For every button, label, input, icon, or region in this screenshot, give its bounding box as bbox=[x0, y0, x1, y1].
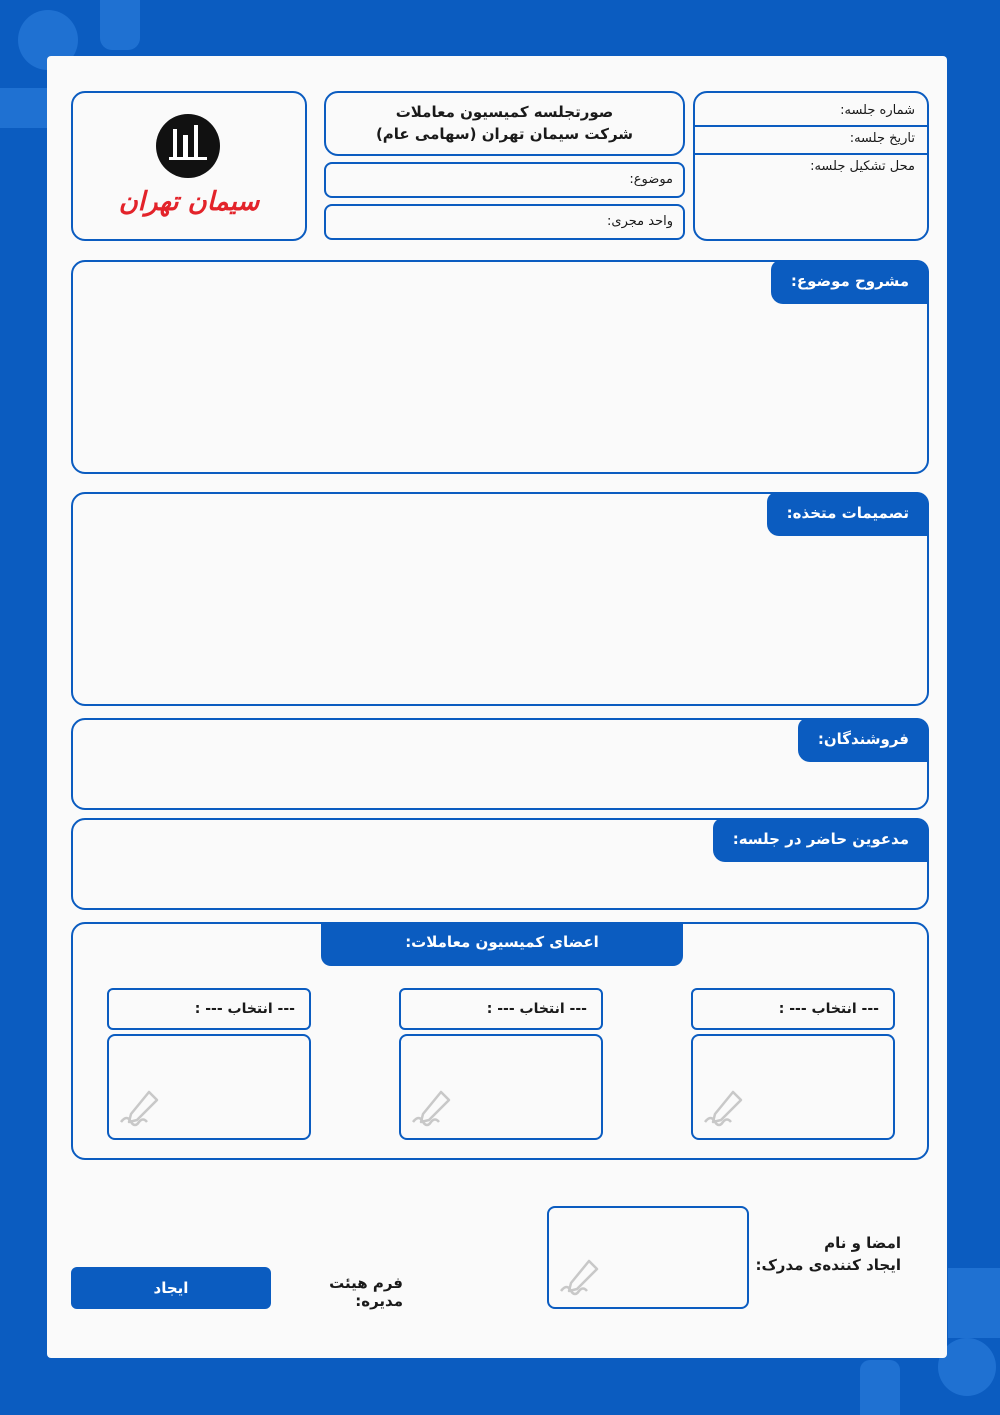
creator-signature-label bbox=[755, 1232, 901, 1276]
description-heading: مشروح موضوع: bbox=[771, 260, 929, 304]
committee-members-section bbox=[71, 922, 929, 1160]
signature-icon bbox=[119, 1088, 163, 1128]
logo-box bbox=[71, 91, 307, 241]
create-button[interactable]: ایجاد bbox=[71, 1267, 271, 1309]
signature-icon bbox=[559, 1257, 603, 1297]
committee-member-signature-box-3[interactable] bbox=[107, 1034, 311, 1140]
sellers-section[interactable] bbox=[71, 718, 929, 810]
decisions-section[interactable] bbox=[71, 492, 929, 706]
divider bbox=[695, 153, 927, 155]
document-title-box bbox=[324, 91, 685, 156]
session-info-box bbox=[693, 91, 929, 241]
invitees-heading: مدعوین حاضر در جلسه: bbox=[713, 818, 929, 862]
signature-icon bbox=[411, 1088, 455, 1128]
background-decoration bbox=[948, 1268, 1000, 1338]
session-place-label[interactable]: محل تشکیل جلسه: bbox=[810, 159, 915, 174]
company-logo-text: سیمان تهران bbox=[118, 187, 260, 217]
invitees-section[interactable] bbox=[71, 818, 929, 910]
creator-signature-box[interactable] bbox=[547, 1206, 749, 1309]
signature-label-line2: ایجاد کننده‌ی مدرک: bbox=[755, 1256, 901, 1274]
sellers-heading: فروشندگان: bbox=[798, 718, 929, 762]
committee-title: اعضای کمیسیون معاملات: bbox=[321, 922, 683, 966]
committee-member-signature-box-2[interactable] bbox=[399, 1034, 603, 1140]
subject-label: موضوع: bbox=[629, 172, 673, 187]
document-title: صورتجلسه کمیسیون معاملات bbox=[395, 103, 614, 121]
divider bbox=[695, 125, 927, 127]
session-date-label[interactable]: تاریخ جلسه: bbox=[849, 131, 915, 146]
signature-icon bbox=[703, 1088, 747, 1128]
executive-unit-field[interactable] bbox=[324, 204, 685, 240]
background-decoration bbox=[0, 88, 50, 128]
subject-field[interactable] bbox=[324, 162, 685, 198]
committee-member-select-3[interactable]: --- انتخاب --- : bbox=[107, 988, 311, 1030]
board-form-label: فرم هیئت مدیره: bbox=[329, 1274, 403, 1310]
company-name: شرکت سیمان تهران (سهامی عام) bbox=[375, 125, 634, 143]
session-number-label[interactable]: شماره جلسه: bbox=[840, 103, 915, 118]
form-page bbox=[47, 56, 947, 1358]
committee-member-select-1[interactable]: --- انتخاب --- : bbox=[691, 988, 895, 1030]
background-decoration bbox=[860, 1360, 900, 1415]
background-decoration bbox=[100, 0, 140, 50]
executive-unit-label: واحد مجری: bbox=[607, 214, 673, 229]
committee-member-select-2[interactable]: --- انتخاب --- : bbox=[399, 988, 603, 1030]
description-section[interactable] bbox=[71, 260, 929, 474]
committee-member-signature-box-1[interactable] bbox=[691, 1034, 895, 1140]
decisions-heading: تصمیمات متخذه: bbox=[767, 492, 929, 536]
signature-label-line1: امضا و نام bbox=[824, 1234, 901, 1252]
factory-logo-icon bbox=[153, 111, 223, 181]
